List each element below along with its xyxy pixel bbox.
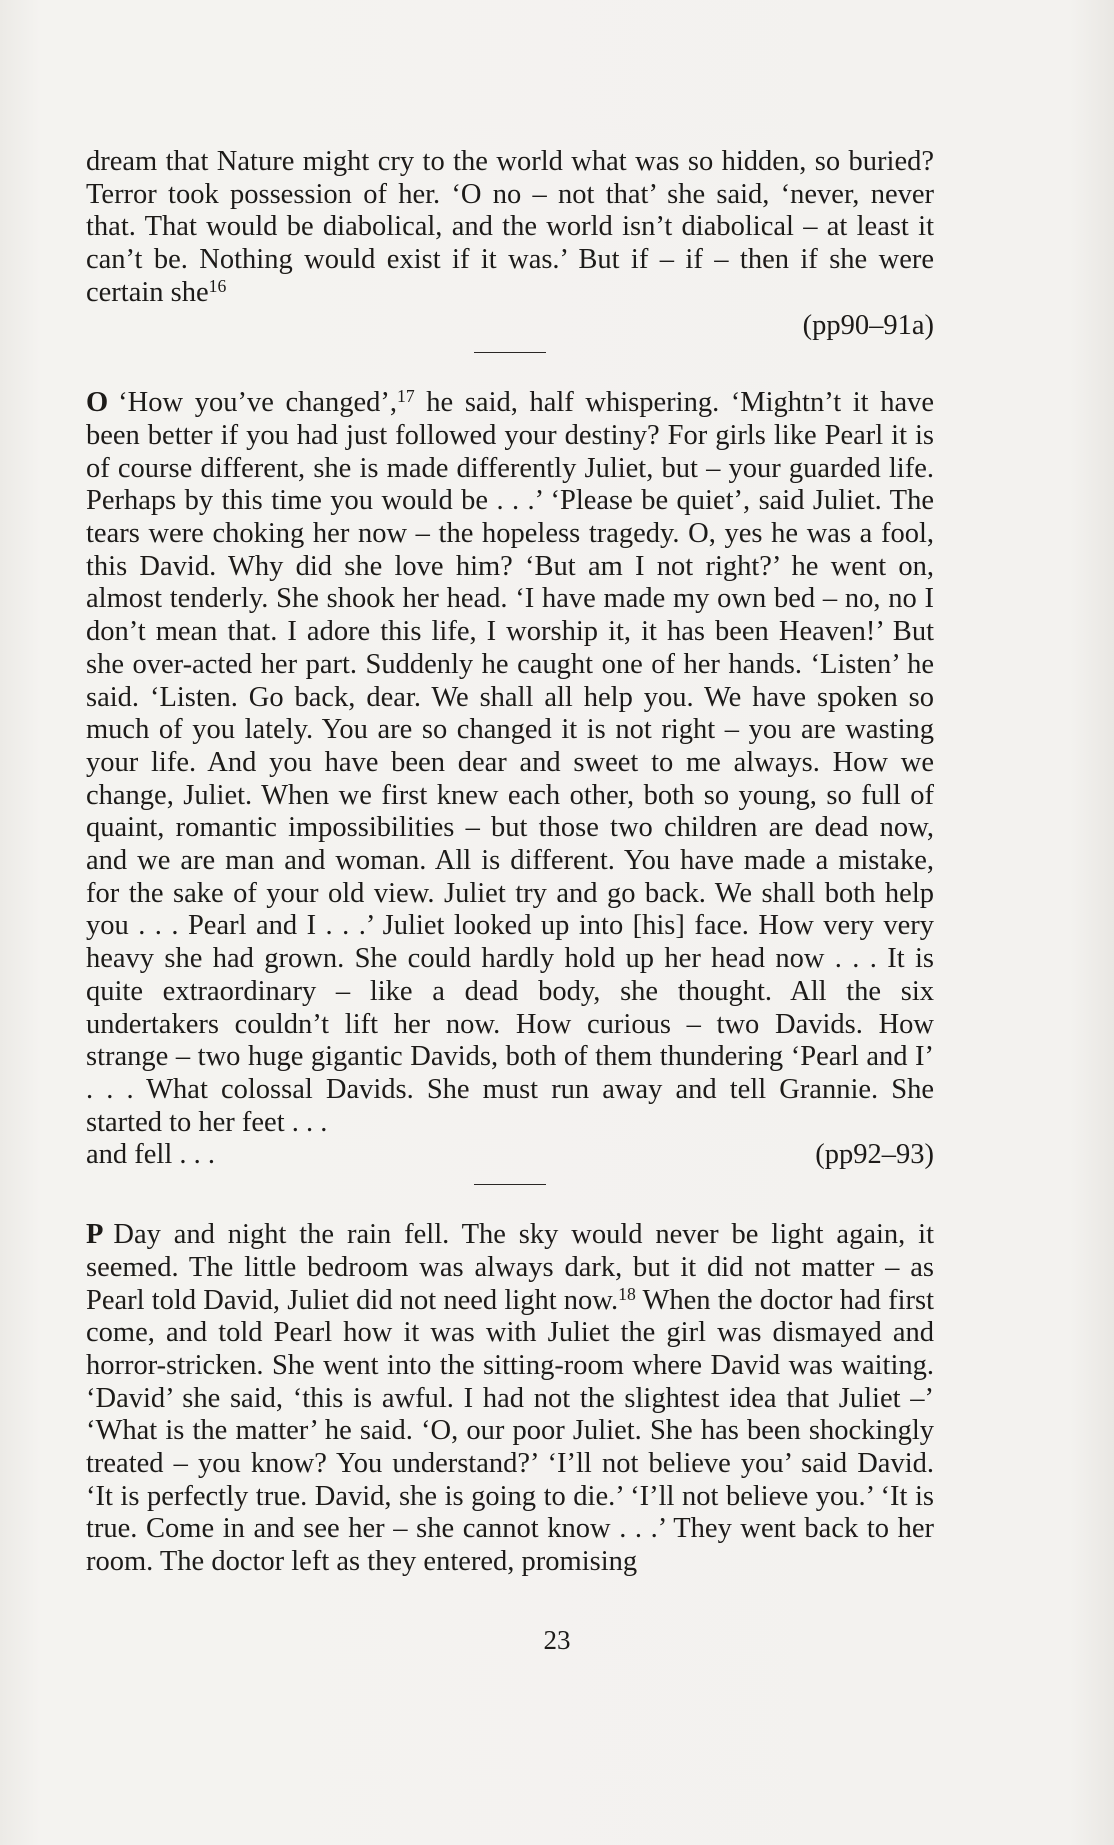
- passage-p: [86, 1219, 934, 1579]
- page-reference-pp90-91a: (pp90–91a): [802, 309, 934, 341]
- text-block: [86, 146, 934, 1579]
- passage-o: [86, 387, 934, 1139]
- passage-n-reference-line: [86, 310, 934, 343]
- page-reference-pp92-93: (pp92–93): [815, 1139, 934, 1171]
- section-divider: [474, 352, 546, 353]
- footnote-marker-16: 16: [208, 275, 227, 296]
- passage-label-p: P: [86, 1219, 104, 1251]
- passage-o-last-line: and fell . . .: [86, 1139, 216, 1171]
- passage-label-o: O: [86, 387, 109, 419]
- section-divider: [474, 1184, 546, 1185]
- footnote-marker-17: 17: [397, 386, 415, 407]
- passage-p-text-start: Day and night the rain fell. The sky would never be light again, it seemed. The little bedroom was always dark, but it did not matter – as Pearl told David, Juliet did not need light now.: [86, 1219, 934, 1316]
- passage-o-reference-line: [86, 1139, 934, 1172]
- passage-n-continuation: [86, 146, 934, 310]
- footnote-marker-18: 18: [618, 1283, 636, 1304]
- passage-o-text-start: ‘How you’ve changed’,: [118, 387, 398, 419]
- passage-o-text: he said, half whispering. ‘Mightn’t it have been better if you had just followed your destiny? For girls like Pearl it is of course different, she is made differently Juliet, but – your guarded life. Perhaps by this time you would be . . .’ ‘Please be quiet’, said Juliet. The tears were choking her now – the hopeless tragedy. O, yes he was a fool, this David. Why did she love him? ‘But am I not right?’ he went on, almost tenderly. She shook her head. ‘I have made my own bed – no, no I don’t mean that. I adore this life, I worship it, it has been Heaven!’ But she over-acted her part. Suddenly he caught one of her hands. ‘Listen’ he said. ‘Listen. Go back, dear. We shall all help you. We have spoken so much of you lately. You are so changed it is not right – you are wasting your life. And you have been dear and sweet to me always. How we change, Juliet. When we first knew each other, both so young, so full of quaint, romantic impossibilities – but those two children are dead now, and we are man and woman. All is different. You have made a mistake, for the sake of your old view. Juliet try and go back. We shall both help you . . . Pearl and I . . .’ Juliet looked up into [his] face. How very very heavy she had grown. She could hardly hold up her head now . . . It is quite extraordinary – like a dead body, she thought. All the six undertakers couldn’t lift her now. How curious – two Davids. How strange – two huge gigantic Davids, both of them thundering ‘Pearl and I’ . . . What colossal Davids. She must run away and tell Grannie. She started to her feet . . .: [86, 387, 935, 1138]
- passage-n-text: dream that Nature might cry to the world what was so hidden, so buried? Terror took possession of her. ‘O no – not that’ she said, ‘never, never that. That would be diabolical, and the world isn’t diabolical – at least it can’t be. Nothing would exist if it was.’ But if – if – then if she were certain she: [86, 146, 934, 308]
- page-number: 23: [543, 1625, 571, 1655]
- passage-p-text: When the doctor had first come, and told Pearl how it was with Juliet the girl was dismayed and horror-stricken. She went into the sitting-room where David was waiting. ‘David’ she said, ‘this is awful. I had not the slightest idea that Juliet –’ ‘What is the matter’ he said. ‘O, our poor Juliet. She has been shockingly treated – you know? You understand?’ ‘I’ll not believe you’ said David. ‘It is perfectly true. David, she is going to die.’ ‘I’ll not believe you.’ ‘It is true. Come in and see her – she cannot know . . .’ They went back to her room. The doctor left as they entered, promising: [86, 1284, 934, 1578]
